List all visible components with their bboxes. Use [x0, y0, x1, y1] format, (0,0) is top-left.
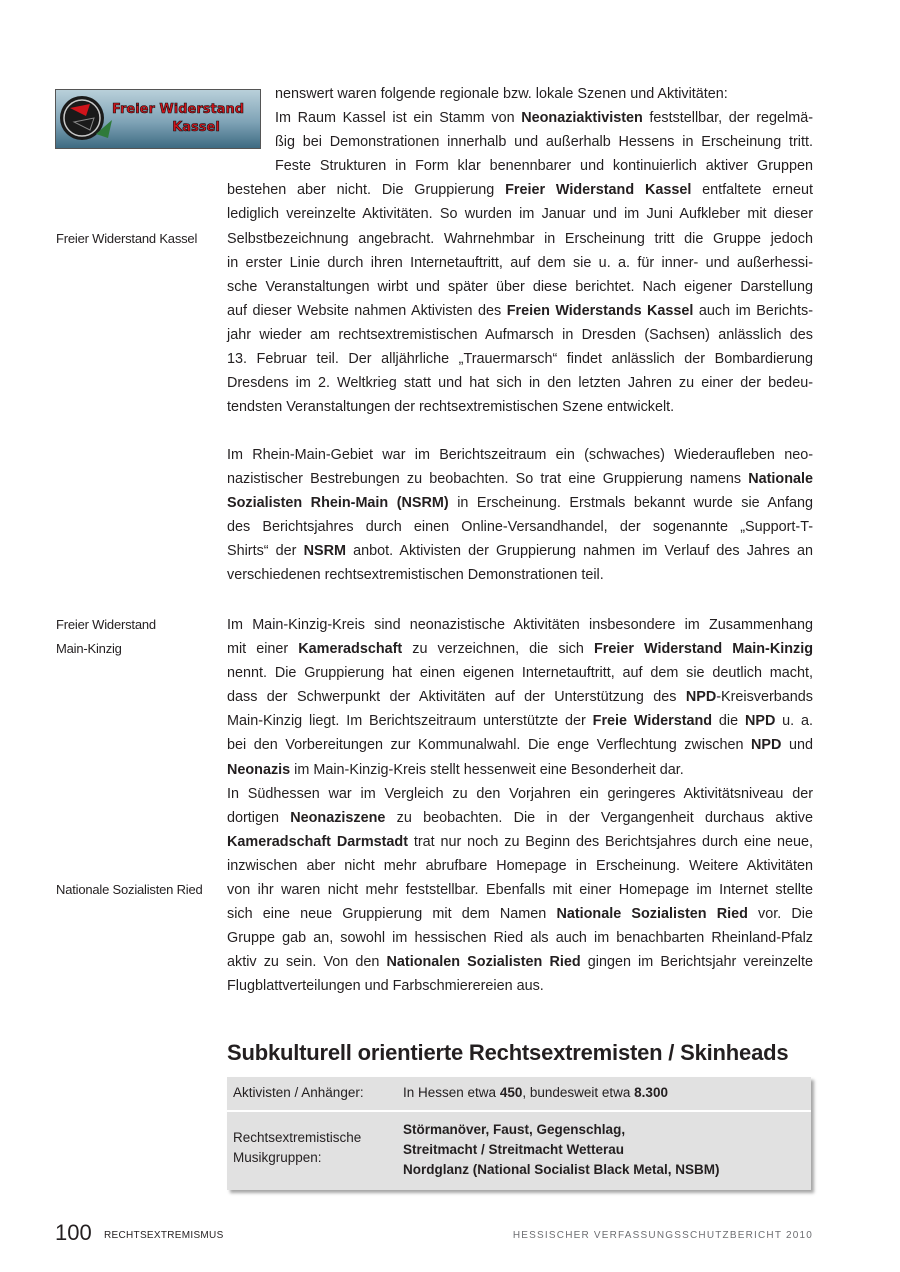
text-line — [227, 830, 813, 854]
text-line — [227, 539, 813, 563]
logo-text-line2: Kassel — [172, 120, 220, 135]
text-span: lediglich vereinzelte Aktivitäten. So wurden im Januar und im Juni Aufkleber mit dieser — [227, 206, 813, 223]
text-span: in erster Linie durch ihren Internetauftritt, auf dem sie u. a. für inner- und außerhessi- — [227, 254, 813, 271]
margin-note-main-kinzig-line2: Main-Kinzig — [56, 641, 122, 656]
footer-publication: HESSISCHER VERFASSUNGSSCHUTZBERICHT 2010 — [512, 1230, 813, 1241]
text-line — [227, 782, 813, 806]
text-span: Shirts“ der — [227, 543, 304, 560]
text-span: zu verzeichnen, die sich — [402, 641, 594, 658]
info-divider — [227, 1110, 811, 1112]
paragraph-rhein-main — [227, 443, 813, 588]
text-line — [227, 467, 813, 491]
text-line — [227, 902, 813, 926]
text-line — [227, 758, 813, 782]
text-line — [227, 685, 813, 709]
text-span: Im Raum Kassel ist ein Stamm von — [275, 110, 522, 127]
bold-term: Kameradschaft — [298, 641, 403, 658]
text-line — [227, 130, 813, 154]
text-line — [227, 878, 813, 902]
text-span: bei den Vorbereitungen zur Kommunalwahl. Die enge Verflechtung zwischen — [227, 737, 752, 754]
text-span: Flugblattverteilungen und Farbschmierereien aus. — [227, 978, 544, 995]
bold-term: Freien Widerstands Kassel — [506, 302, 694, 319]
text-line — [227, 661, 813, 685]
text-span: Selbstbezeichnung angebracht. Wahrnehmbar in Erscheinung tritt die Gruppe jedoch — [227, 230, 813, 247]
bold-term: Nationalen Sozialisten Ried — [386, 954, 581, 971]
text-span: nenswert waren folgende regionale bzw. lokale Szenen und Aktivitäten: — [275, 86, 728, 102]
text-span: -Kreisverbands — [716, 689, 813, 706]
page-number: 100 — [55, 1220, 92, 1245]
bold-term: Freier Widerstand Main-Kinzig — [593, 641, 813, 658]
text-line — [227, 709, 813, 733]
bold-term: NPD — [751, 737, 782, 754]
text-line — [227, 974, 813, 998]
text-span: jahr wieder am rechtsextremistischen Aufmarsch in Dresden (Sachsen) anlässlich des — [227, 326, 813, 343]
text-line — [227, 227, 813, 251]
text-span: im Main-Kinzig-Kreis stellt hessenweit eine Besonderheit dar. — [290, 761, 684, 778]
text-span: nennt. Die Gruppierung hat einen eigenen Internetauftritt, auf dem sie deutlich macht, — [227, 665, 813, 682]
bold-term: Sozialisten Rhein-Main (NSRM) — [227, 495, 449, 512]
bold-term: NSRM — [303, 543, 346, 560]
text-span: Rechtsextremistische — [233, 1130, 362, 1145]
text-line — [227, 347, 813, 371]
bold-term: Nationale — [748, 471, 813, 488]
text-line — [227, 106, 813, 130]
logo-text-line1: Freier Widerstand — [111, 102, 245, 117]
text-span: inzwischen aber nicht mehr abrufbare Homepage in Erscheinung. Weitere Aktivitäten — [227, 857, 813, 874]
bold-term: Neonazis — [227, 761, 291, 778]
bold-term: Neonaziaktivisten — [521, 110, 643, 127]
text-span: Störmanöver, Faust, Gegenschlag, — [403, 1122, 626, 1137]
text-span: Im Main-Kinzig-Kreis sind neonazistische Aktivitäten insbesondere im Zusammenhang — [227, 617, 813, 633]
margin-note-main-kinzig-line1: Freier Widerstand — [56, 617, 156, 632]
text-span: gingen im Berichtsjahr vereinzelte — [580, 954, 814, 971]
text-line — [227, 515, 813, 539]
text-span: Im Rhein-Main-Gebiet war im Berichtszeitraum ein (schwaches) Wiederaufleben neo- — [227, 447, 813, 463]
count-hessen: 450 — [499, 1085, 523, 1100]
bold-term: NPD — [685, 689, 717, 706]
text-line — [227, 82, 813, 106]
text-span: Musikgruppen: — [233, 1150, 322, 1165]
margin-note-kassel: Freier Widerstand Kassel — [56, 231, 198, 246]
text-line — [227, 202, 813, 226]
text-span: Gruppe gab an, sowohl im hessischen Ried als auch im benachbarten Rheinland-Pfalz — [227, 930, 813, 947]
paragraph-main-kinzig-suedhessen — [227, 613, 813, 999]
text-span: Dresdens im 2. Weltkrieg statt und hat sich in den letzten Jahren zu einer der bedeu- — [227, 375, 813, 392]
text-line — [227, 275, 813, 299]
text-span: In Südhessen war im Vergleich zu den Vorjahren ein geringeres Aktivitätsniveau der — [227, 785, 813, 802]
text-span: bestehen aber nicht. Die Gruppierung — [227, 182, 506, 199]
text-span: auch im Berichts- — [693, 302, 813, 319]
text-line — [227, 371, 813, 395]
text-span: , bundesweit etwa — [522, 1085, 635, 1100]
text-span: entfaltete erneut — [691, 182, 814, 199]
text-span: die — [712, 713, 745, 730]
text-line — [227, 733, 813, 757]
info-box — [227, 1077, 811, 1190]
text-span: Nordglanz (National Socialist Black Metal, NSBM) — [403, 1162, 720, 1177]
text-span: aktiv zu sein. Von den — [227, 954, 387, 971]
text-line — [227, 613, 813, 637]
text-span: trat nur noch zu Beginn des Berichtsjahres durch eine neue, — [408, 833, 813, 850]
text-line — [227, 854, 813, 878]
text-span: dass der Schwerpunkt der Aktivitäten auf der Unterstützung des — [227, 689, 686, 706]
section-heading: Subkulturell orientierte Rechtsextremisten / Skinheads — [227, 1040, 789, 1065]
text-line — [227, 926, 813, 950]
text-span: mit einer — [227, 641, 299, 658]
text-span: anbot. Aktivisten der Gruppierung nahmen im Verlauf des Jahres an — [345, 543, 813, 560]
text-line — [227, 637, 813, 661]
text-span: vor. Die — [747, 906, 813, 923]
text-span: sich eine neue Gruppierung mit dem Namen — [227, 906, 557, 923]
text-span: feststellbar, der regelmä- — [642, 110, 813, 127]
text-line — [227, 251, 813, 275]
bold-term: NPD — [744, 713, 776, 730]
info-value-activists — [403, 1083, 668, 1103]
bold-term: Freie Widerstand — [592, 713, 713, 730]
text-span: u. a. — [775, 713, 814, 730]
info-label-activists: Aktivisten / Anhänger: — [233, 1085, 364, 1100]
text-span: Streitmacht / Streitmacht Wetterau — [403, 1142, 625, 1157]
text-span: ßig bei Demonstrationen innerhalb und außerhalb Hessens in Erscheinung tritt. — [275, 134, 813, 151]
text-line — [227, 491, 813, 515]
text-span: Feste Strukturen in Form klar benennbarer und kontinuierlich aktiver Gruppen — [275, 158, 813, 175]
count-national: 8.300 — [634, 1085, 668, 1100]
text-span: verschiedenen rechtsextremistischen Demonstrationen teil. — [227, 567, 604, 584]
text-line — [227, 395, 813, 419]
text-span: tendsten Veranstaltungen der rechtsextremistischen Szene entwickelt. — [227, 399, 675, 416]
text-span: 13. Februar teil. Der alljährliche „Trauermarsch“ findet anlässlich der Bombardierung — [227, 351, 813, 368]
bold-term: Nationale Sozialisten Ried — [556, 906, 748, 923]
bold-term: Freier Widerstand Kassel — [505, 182, 692, 199]
info-label-music-groups — [233, 1128, 361, 1168]
text-line — [227, 950, 813, 974]
text-span: des Berichtsjahres durch einen Online-Versandhandel, der sogenannte „Support-T- — [227, 519, 813, 536]
text-span: in Erscheinung. Erstmals bekannt wurde sie Anfang — [448, 495, 813, 512]
text-span: sche Veranstaltungen wirbt und später über diese berichtet. Nach eigener Darstellung — [227, 278, 813, 295]
text-line — [227, 806, 813, 830]
text-line — [227, 563, 813, 587]
paragraph-kassel — [227, 82, 813, 419]
text-span: dortigen — [227, 809, 291, 826]
text-line — [227, 299, 813, 323]
text-span: nazistischer Bestrebungen zu beobachten. So trat eine Gruppierung namens — [227, 471, 749, 488]
text-span: auf dieser Website nahmen Aktivisten des — [227, 302, 507, 319]
text-span: In Hessen etwa — [403, 1085, 500, 1100]
text-line — [227, 178, 813, 202]
footer-section: RECHTSEXTREMISMUS — [104, 1230, 224, 1241]
bold-term: Kameradschaft Darmstadt — [227, 833, 409, 850]
text-span: und — [781, 737, 813, 754]
bold-term: Neonaziszene — [290, 809, 386, 826]
text-span: von ihr waren nicht mehr feststellbar. Ebenfalls mit einer Homepage im Internet stellte — [227, 882, 813, 899]
text-line — [227, 323, 813, 347]
text-line — [227, 154, 813, 178]
text-line — [227, 443, 813, 467]
text-span: Main-Kinzig liegt. Im Berichtszeitraum unterstützte der — [227, 713, 593, 730]
text-span: zu beobachten. Die in der Vergangenheit durchaus aktive — [385, 809, 813, 826]
margin-note-ried: Nationale Sozialisten Ried — [56, 882, 203, 897]
info-value-music-groups — [403, 1120, 720, 1180]
